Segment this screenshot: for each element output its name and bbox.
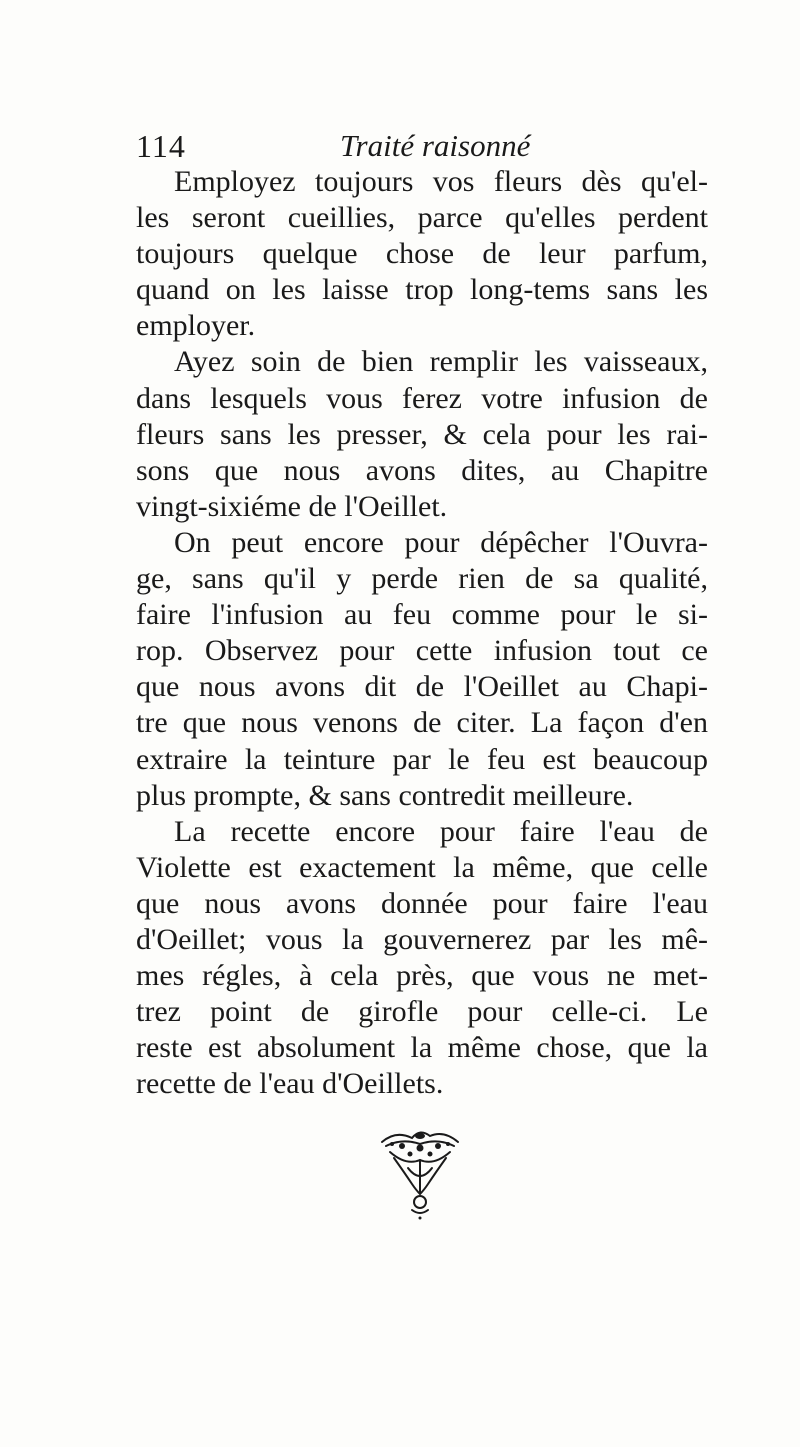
text-line: quand on les laisse trop long-tems sans les	[136, 273, 708, 307]
text-line: Employez toujours vos fleurs dès qu'el-	[174, 165, 708, 198]
text-line: vingt-sixiéme de l'Oeillet.	[136, 489, 448, 523]
text-line: toujours quelque chose de leur parfum,	[136, 237, 708, 271]
text-line: ge, sans qu'il y perde rien de sa qualité,	[136, 562, 708, 596]
text-line: fleurs sans les presser, & cela pour les rai-	[136, 417, 708, 451]
text-line: trez point de girofle pour celle-ci. Le	[136, 995, 708, 1029]
running-head: Traité raisonné	[340, 128, 531, 163]
text-line: Violette est exactement la même, que celle	[136, 850, 708, 884]
text-line: sons que nous avons dites, au Chapitre	[136, 453, 708, 487]
text-line: La recette encore pour faire l'eau de	[174, 814, 708, 848]
text-line: tre que nous venons de citer. La façon d'en	[136, 706, 708, 740]
text-line: recette de l'eau d'Oeillets.	[136, 1067, 444, 1101]
page-header	[136, 128, 716, 168]
text-line: reste est absolument la même chose, que la	[136, 1031, 708, 1065]
text-line: mes régles, à cela près, que vous ne met-	[136, 959, 708, 993]
text-line: que nous avons dit de l'Oeillet au Chapi-	[136, 670, 708, 704]
text-line: que nous avons donnée pour faire l'eau	[136, 886, 708, 920]
page-number: 114	[136, 128, 186, 164]
text-line: les seront cueillies, parce qu'elles perdent	[136, 201, 708, 235]
text-line: Ayez soin de bien remplir les vaisseaux,	[174, 345, 708, 379]
text-line: On peut encore pour dépêcher l'Ouvra-	[174, 525, 708, 559]
text-line: employer.	[136, 309, 256, 343]
text-line: plus prompte, & sans contredit meilleure.	[136, 778, 634, 812]
text-line: dans lesquels vous ferez votre infusion de	[136, 381, 708, 415]
text-line: faire l'infusion au feu comme pour le si-	[136, 598, 708, 632]
floral-vignette-icon	[372, 1124, 468, 1220]
body-text	[136, 164, 708, 1102]
text-line: extraire la teinture par le feu est beaucoup	[136, 742, 708, 776]
text-line: d'Oeillet; vous la gouvernerez par les mê-	[136, 922, 708, 956]
text-line: rop. Observez pour cette infusion tout ce	[136, 634, 708, 668]
